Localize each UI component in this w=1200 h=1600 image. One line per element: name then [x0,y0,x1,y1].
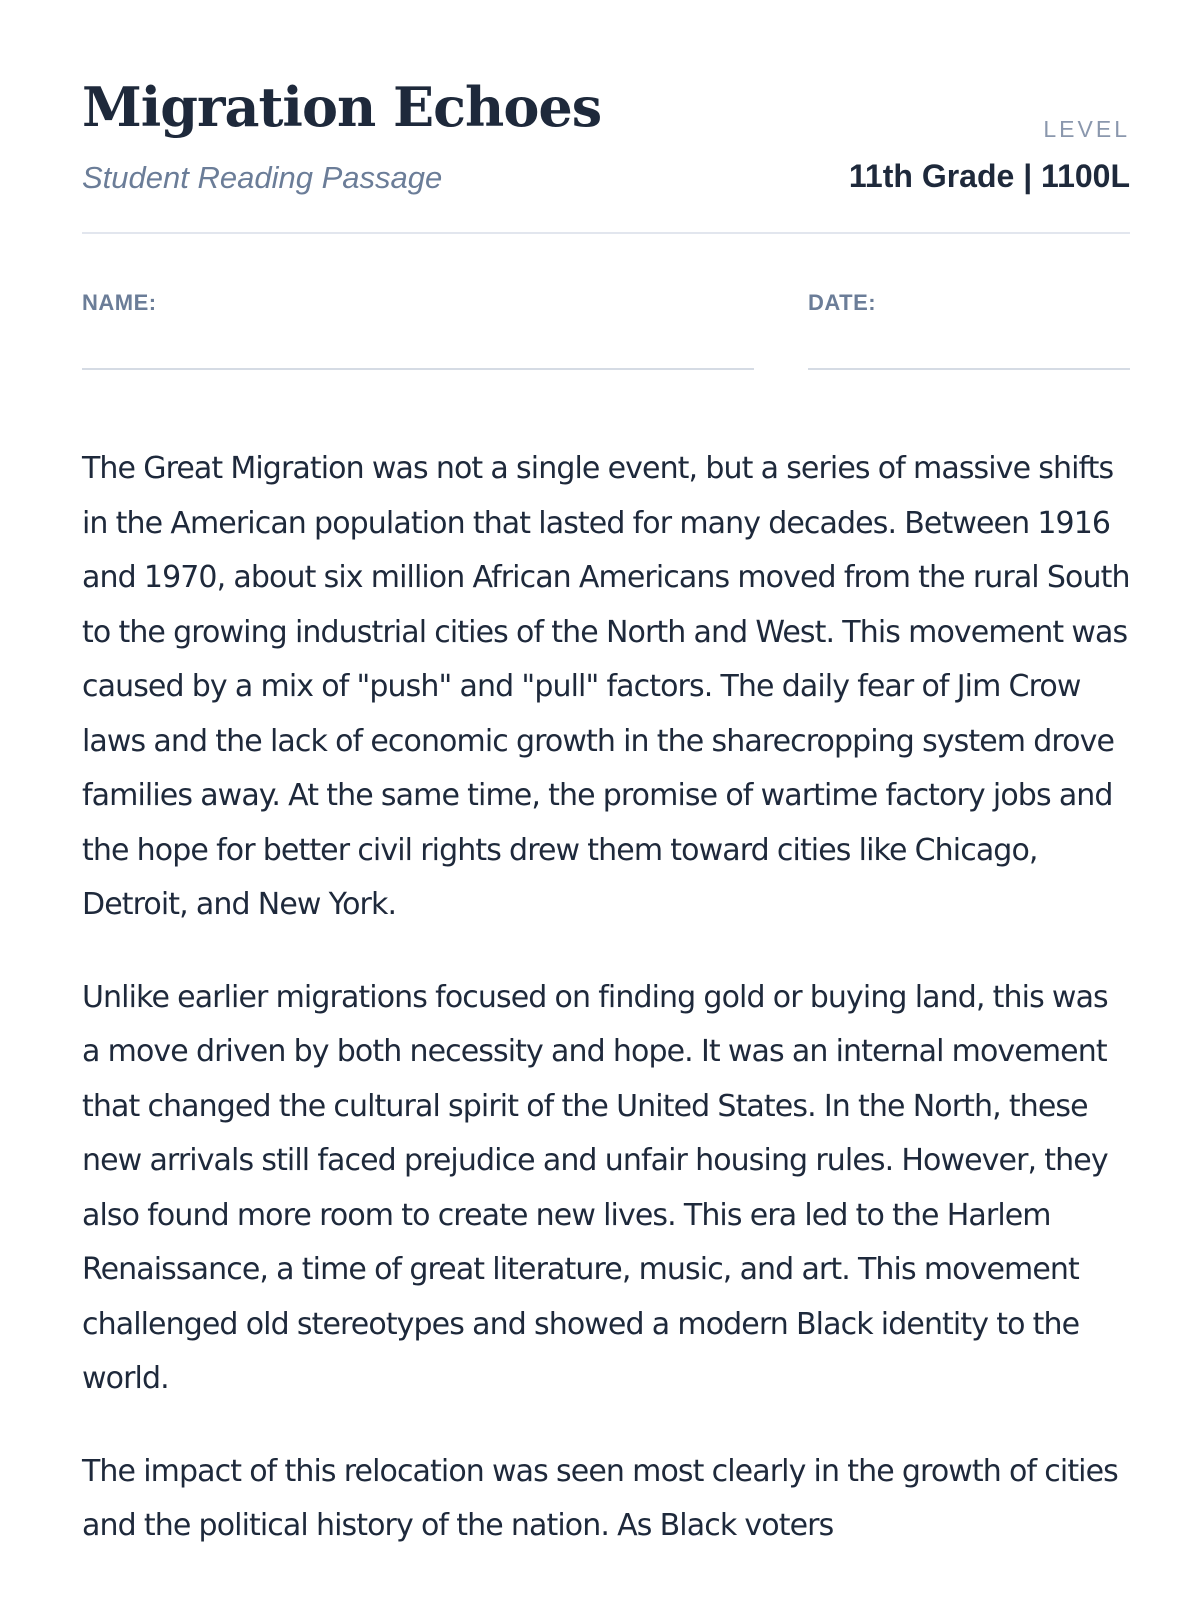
passage-paragraph-3: The impact of this relocation was seen most clearly in the growth of cities and the political history of the nation. As Black voters [82,1453,1118,1543]
passage-paragraph-2: Unlike earlier migrations focused on finding gold or buying land, this was a move driven by both necessity and hope. It was an internal movement that changed the cultural spirit of the United States. In the North, these new arrivals still faced prejudice and unfair housing rules. However, they also found more room to create new lives. This era led to the Harlem Renaissance, a time of great literature, music, and art. This movement challenged old stereotypes and showed a modern Black identity to the world. [82,979,1108,1396]
page-subtitle: Student Reading Passage [82,160,443,195]
passage-paragraph-1: The Great Migration was not a single event, but a series of massive shifts in the American population that lasted for many decades. Between 1916 and 1970, about six million African Americans moved from the rural South to the growing industrial cities of the North and West. This movement was caused by a mix of "push" and "pull" factors. The daily fear of Jim Crow laws and the lack of economic growth in the sharecropping system drove families away. At the same time, the promise of wartime factory jobs and the hope for better civil rights drew them toward cities like Chicago, Detroit, and New York. [82,451,1130,922]
worksheet-page [82,0,1130,1592]
name-field[interactable] [82,292,754,370]
level-label: LEVEL [1043,116,1130,142]
worksheet-header [82,0,1130,234]
page-title: Migration Echoes [82,75,602,139]
date-label: DATE: [808,290,877,315]
reading-passage [82,442,1130,1554]
level-value: 11th Grade | 1100L [848,158,1130,194]
student-info-fields [82,234,1130,374]
name-label: NAME: [82,290,157,315]
date-field[interactable] [808,292,1130,370]
